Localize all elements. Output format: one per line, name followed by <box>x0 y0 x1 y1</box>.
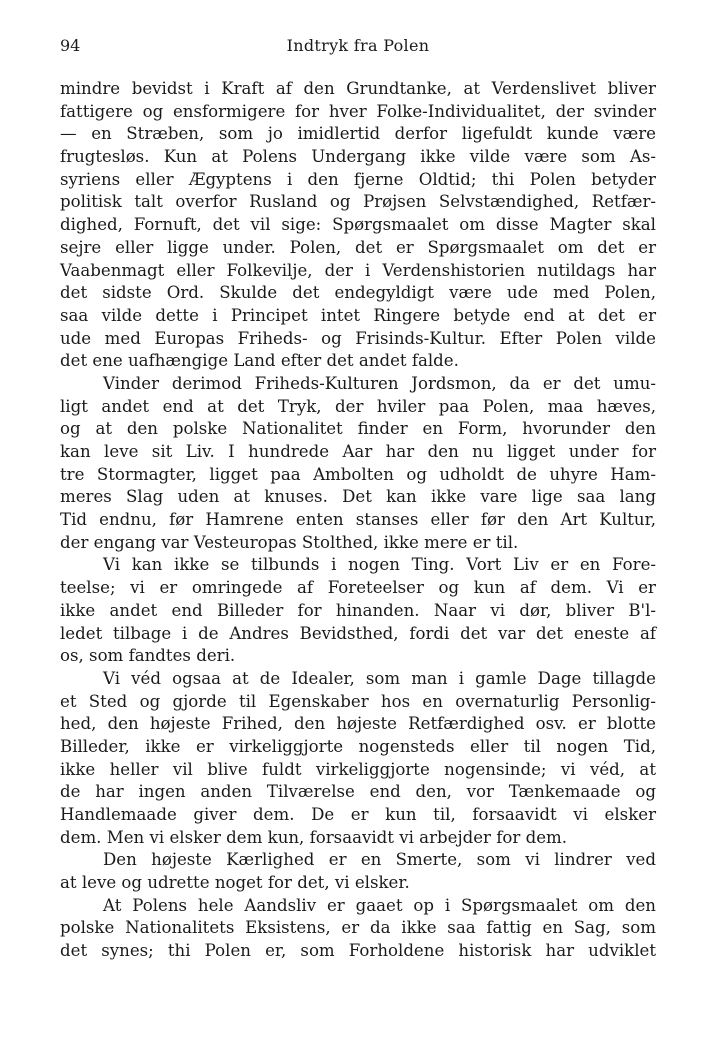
text-line: de har ingen anden Tilværelse end den, vor Tænkemaade og <box>60 782 656 802</box>
text-line: Tid endnu, før Hamrene enten stanses eller før den Art Kultur, <box>60 510 656 530</box>
paragraph-end-line: det ene uafhængige Land efter det andet falde. <box>60 351 459 371</box>
text-line: det sidste Ord. Skulde det endegyldigt være ude med Polen, <box>60 283 656 303</box>
paragraph-end-line: os, som fandtes deri. <box>60 646 236 666</box>
text-line: frugtesløs. Kun at Polens Undergang ikke vilde være som As- <box>60 147 656 167</box>
text-line: Vaabenmagt eller Folkevilje, der i Verdenshistorien nutildags har <box>60 260 656 280</box>
paragraph-end-line: at leve og udrette noget for det, vi elsker. <box>60 873 410 893</box>
text-line: mindre bevidst i Kraft af den Grundtanke, at Verdenslivet bliver <box>60 79 656 98</box>
text-line: kan leve sit Liv. I hundrede Aar har den nu ligget under for <box>60 442 656 461</box>
text-line: dighed, Fornuft, det vil sige: Spørgsmaalet om disse Magter skal <box>60 215 656 235</box>
paragraph-end-line: der engang var Vesteuropas Stolthed, ikke mere er til. <box>60 532 519 552</box>
paragraph-start-line: Den højeste Kærlighed er en Smerte, som vi lindrer ved <box>103 850 656 870</box>
text-line: ikke heller vil blive fuldt virkeliggjorte nogensinde; vi véd, at <box>60 759 656 779</box>
text-line: ligt andet end at det Tryk, der hviler paa Polen, maa hæves, <box>60 396 656 416</box>
text-line: syriens eller Ægyptens i den fjerne Oldtid; thi Polen betyder <box>60 169 656 189</box>
text-line: et Sted og gjorde til Egenskaber hos en overnaturlig Personlig- <box>60 691 656 711</box>
text-line: teelse; vi er omringede af Foreteelser og kun af dem. Vi er <box>60 578 656 598</box>
paragraph-end-line: dem. Men vi elsker dem kun, forsaavidt vi arbejder for dem. <box>60 827 568 847</box>
text-line: fattigere og ensformigere for hver Folke-Individualitet, der svinder <box>60 101 656 121</box>
text-line: tre Stormagter, ligget paa Ambolten og udholdt de uhyre Ham- <box>60 464 656 484</box>
text-line: Billeder, ikke er virkeliggjorte nogensteds eller til nogen Tid, <box>60 736 656 756</box>
text-line: politisk talt overfor Rusland og Prøjsen Selvstændighed, Retfær- <box>60 192 656 212</box>
text-line: meres Slag uden at knuses. Det kan ikke vare lige saa lang <box>60 487 656 507</box>
running-title: Indtryk fra Polen <box>286 36 430 55</box>
text-line: og at den polske Nationalitet finder en Form, hvorunder den <box>60 419 656 439</box>
text-line: — en Stræben, som jo imidlertid derfor ligefuldt kunde være <box>60 124 656 144</box>
text-line: ikke andet end Billeder for hinanden. Naar vi dør, bliver B'l- <box>60 600 656 620</box>
text-line: polske Nationalitets Eksistens, er da ikke saa fattig en Sag, som <box>60 918 656 938</box>
text-line: ledet tilbage i de Andres Bevidsthed, fordi det var det eneste af <box>60 623 656 643</box>
paragraph-start-line: At Polens hele Aandsliv er gaaet op i Spørgsmaalet om den <box>103 895 656 915</box>
text-line: ude med Europas Friheds- og Frisinds-Kultur. Efter Polen vilde <box>60 328 656 348</box>
text-line: det synes; thi Polen er, som Forholdene historisk har udviklet <box>60 941 656 961</box>
page-number: 94 <box>60 36 81 55</box>
paragraph-start-line: Vi kan ikke se tilbunds i nogen Ting. Vort Liv er en Fore- <box>103 555 656 575</box>
text-line: sejre eller ligge under. Polen, det er Spørgsmaalet om det er <box>60 237 656 257</box>
text-line: Handlemaade giver dem. De er kun til, forsaavidt vi elsker <box>60 805 656 824</box>
text-line: hed, den højeste Frihed, den højeste Retfærdighed osv. er blotte <box>60 714 656 734</box>
text-line: saa vilde dette i Principet intet Ringere betyde end at det er <box>60 305 656 325</box>
paragraph-start-line: Vinder derimod Friheds-Kulturen Jordsmon, da er det umu- <box>103 373 656 393</box>
running-head <box>60 36 656 58</box>
body-text <box>60 78 656 963</box>
paragraph-start-line: Vi véd ogsaa at de Idealer, som man i gamle Dage tillagde <box>103 668 656 688</box>
